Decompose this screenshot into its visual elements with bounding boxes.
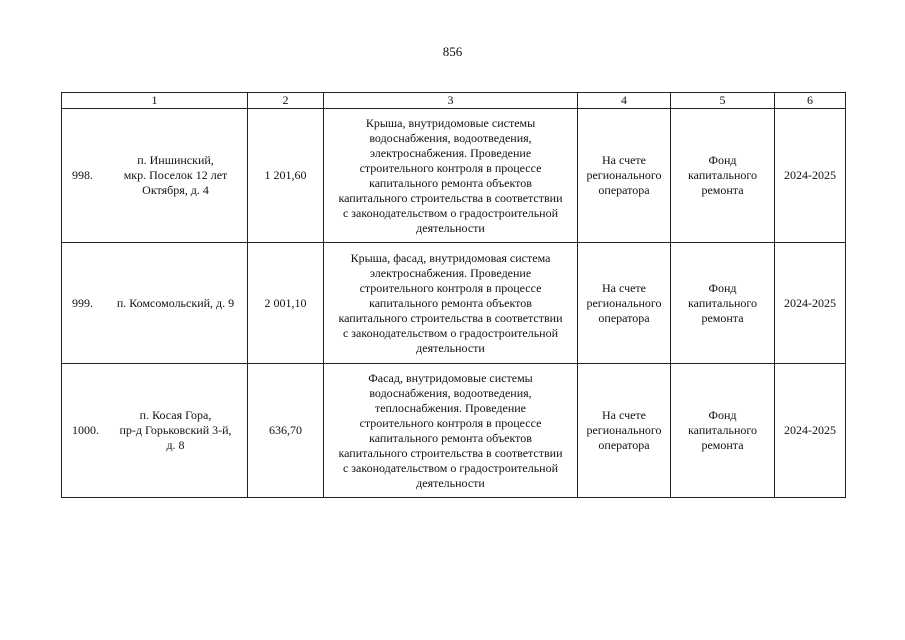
works-line: электроснабжения. Проведение <box>369 265 532 280</box>
works-line: Крыша, внутридомовые системы <box>365 115 536 130</box>
works-line: Крыша, фасад, внутридомовая система <box>350 250 551 265</box>
fund-line: Фонд <box>708 408 737 422</box>
works-line: строительного контроля в процессе <box>359 160 542 175</box>
works-line: водоснабжения, водоотведения, <box>369 385 532 400</box>
works-line: электроснабжения. Проведение <box>369 145 532 160</box>
address-cell <box>62 364 248 498</box>
cost-cell: 1 201,60 <box>248 109 324 243</box>
column-number-row <box>62 93 846 109</box>
works-cell <box>324 364 578 498</box>
address-line: п. Комсомольский, д. 9 <box>116 295 235 310</box>
address-cell <box>62 109 248 243</box>
address-text <box>114 153 243 198</box>
column-number: 5 <box>671 93 775 109</box>
works-line: капитального ремонта объектов <box>369 430 532 445</box>
works-cell <box>324 109 578 243</box>
works-line: капитального строительства в соответствии <box>338 190 563 205</box>
works-line: деятельности <box>416 475 485 490</box>
fund-line: ремонта <box>701 183 744 197</box>
works-line: строительного контроля в процессе <box>359 415 542 430</box>
column-number: 2 <box>248 93 324 109</box>
table-row <box>62 109 846 243</box>
column-number: 3 <box>324 93 578 109</box>
page-number: 856 <box>442 44 463 59</box>
works-line: с законодательством о градостроительной <box>342 325 559 340</box>
fund-cell <box>671 109 775 243</box>
works-line: с законодательством о градостроительной <box>342 460 559 475</box>
address-line: п. Косая Гора, <box>139 408 212 422</box>
works-line: деятельности <box>416 220 485 235</box>
address-line: пр-д Горьковский 3-й, <box>119 423 232 437</box>
works-line: Фасад, внутридомовые системы <box>368 370 533 385</box>
account-line: регионального <box>586 295 662 310</box>
period-cell: 2024-2025 <box>775 364 846 498</box>
table-row <box>62 243 846 364</box>
works-line: капитального строительства в соответствии <box>338 445 563 460</box>
works-line: деятельности <box>416 340 485 355</box>
row-number: 1000. <box>72 423 99 437</box>
account-line: оператора <box>598 183 650 197</box>
period-cell: 2024-2025 <box>775 243 846 364</box>
fund-line: капитального <box>688 423 757 437</box>
row-number: 998. <box>72 168 93 182</box>
column-number: 1 <box>62 93 248 109</box>
table-row <box>62 364 846 498</box>
fund-line: ремонта <box>701 310 744 325</box>
address-line: Октября, д. 4 <box>142 183 209 197</box>
works-line: водоснабжения, водоотведения, <box>369 130 532 145</box>
fund-cell <box>671 364 775 498</box>
column-number: 6 <box>775 93 846 109</box>
account-line: На счете <box>601 408 646 422</box>
works-line: строительного контроля в процессе <box>359 280 542 295</box>
account-cell <box>578 243 671 364</box>
fund-line: капитального <box>688 168 757 182</box>
works-line: капитального строительства в соответствии <box>338 310 563 325</box>
fund-line: капитального <box>688 295 757 310</box>
account-line: На счете <box>601 153 646 167</box>
account-cell <box>578 364 671 498</box>
account-line: регионального <box>586 168 662 182</box>
account-line: оператора <box>598 438 650 452</box>
cost-cell: 636,70 <box>248 364 324 498</box>
works-line: с законодательством о градостроительной <box>342 205 559 220</box>
works-cell <box>324 243 578 364</box>
address-line: п. Иншинский, <box>137 153 214 167</box>
period-cell: 2024-2025 <box>775 109 846 243</box>
row-number: 999. <box>72 295 93 310</box>
address-text <box>114 296 243 311</box>
account-line: регионального <box>586 423 662 437</box>
works-line: капитального ремонта объектов <box>369 295 532 310</box>
account-line: На счете <box>601 280 646 295</box>
repair-table <box>61 92 846 498</box>
account-cell <box>578 109 671 243</box>
cost-cell: 2 001,10 <box>248 243 324 364</box>
address-line: мкр. Поселок 12 лет <box>123 168 228 182</box>
address-line: д. 8 <box>166 438 185 452</box>
fund-line: Фонд <box>708 153 737 167</box>
fund-line: ремонта <box>701 438 744 452</box>
account-line: оператора <box>598 310 650 325</box>
fund-cell <box>671 243 775 364</box>
column-number: 4 <box>578 93 671 109</box>
fund-line: Фонд <box>708 280 737 295</box>
works-line: капитального ремонта объектов <box>369 175 532 190</box>
address-text <box>114 408 243 453</box>
works-line: теплоснабжения. Проведение <box>374 400 526 415</box>
address-cell <box>62 243 248 364</box>
